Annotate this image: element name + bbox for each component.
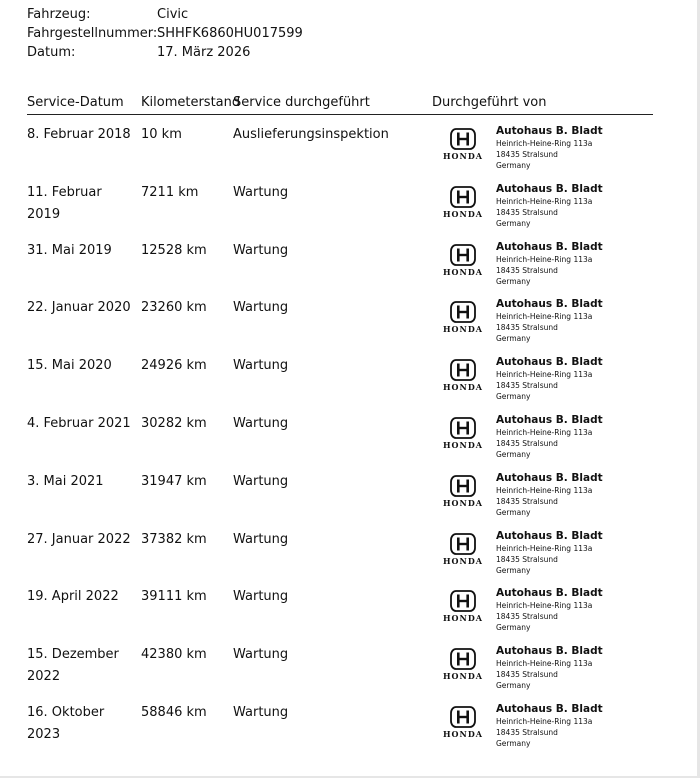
header-mileage: Kilometerstand: [141, 95, 241, 110]
mileage: 7211 km: [141, 185, 199, 200]
dealer-name: Autohaus B. Bladt: [496, 298, 603, 310]
dealer-country: Germany: [496, 161, 531, 170]
dealer-name: Autohaus B. Bladt: [496, 183, 603, 195]
mileage: 39111 km: [141, 589, 207, 604]
dealer-name: Autohaus B. Bladt: [496, 530, 603, 542]
honda-h-icon: [450, 186, 476, 208]
table-row: [27, 644, 653, 702]
service-date: 11. Februar 2019: [27, 185, 102, 222]
service-type: Wartung: [233, 243, 289, 258]
service-date: 19. April 2022: [27, 589, 119, 604]
service-date: 15. Mai 2020: [27, 358, 112, 373]
dealer-city: 18435 Stralsund: [496, 670, 558, 679]
honda-logo: [437, 533, 489, 569]
vin-row: [27, 24, 303, 43]
dealer-name: Autohaus B. Bladt: [496, 472, 603, 484]
mileage: 58846 km: [141, 705, 207, 720]
honda-logo: [437, 244, 489, 280]
table-row: [27, 529, 653, 587]
honda-h-icon: [450, 706, 476, 728]
date-row: [27, 43, 303, 62]
honda-wordmark: HONDA: [443, 267, 483, 277]
dealer-name: Autohaus B. Bladt: [496, 241, 603, 253]
table-row: [27, 471, 653, 529]
mileage: 10 km: [141, 127, 182, 142]
dealer-address: [496, 529, 603, 576]
dealer-street: Heinrich-Heine-Ring 113a: [496, 601, 593, 610]
honda-logo: [437, 301, 489, 337]
dealer-street: Heinrich-Heine-Ring 113a: [496, 486, 593, 495]
dealer-street: Heinrich-Heine-Ring 113a: [496, 428, 593, 437]
service-type: Wartung: [233, 300, 289, 315]
table-row: [27, 124, 653, 182]
table-row: [27, 297, 653, 355]
honda-logo: [437, 128, 489, 164]
dealer-country: Germany: [496, 450, 531, 459]
service-date: 31. Mai 2019: [27, 243, 112, 258]
honda-logo: [437, 417, 489, 453]
vin-label: Fahrgestellnummer:: [27, 26, 158, 41]
honda-wordmark: HONDA: [443, 382, 483, 392]
dealer-city: 18435 Stralsund: [496, 728, 558, 737]
service-date: 3. Mai 2021: [27, 474, 104, 489]
table-row: [27, 355, 653, 413]
honda-h-icon: [450, 648, 476, 670]
dealer-city: 18435 Stralsund: [496, 323, 558, 332]
vehicle-model-label: Fahrzeug:: [27, 7, 91, 22]
dealer-country: Germany: [496, 681, 531, 690]
honda-logo: [437, 706, 489, 742]
honda-h-icon: [450, 590, 476, 612]
table-row: [27, 240, 653, 298]
honda-wordmark: HONDA: [443, 729, 483, 739]
vehicle-model-value: Civic: [157, 7, 189, 22]
service-type: Wartung: [233, 416, 289, 431]
honda-logo: [437, 475, 489, 511]
mileage: 12528 km: [141, 243, 207, 258]
dealer-street: Heinrich-Heine-Ring 113a: [496, 197, 593, 206]
honda-logo: [437, 648, 489, 684]
dealer-city: 18435 Stralsund: [496, 150, 558, 159]
mileage: 31947 km: [141, 474, 207, 489]
dealer-city: 18435 Stralsund: [496, 439, 558, 448]
dealer-street: Heinrich-Heine-Ring 113a: [496, 544, 593, 553]
service-date: 4. Februar 2021: [27, 416, 131, 431]
dealer-street: Heinrich-Heine-Ring 113a: [496, 370, 593, 379]
dealer-city: 18435 Stralsund: [496, 381, 558, 390]
dealer-name: Autohaus B. Bladt: [496, 414, 603, 426]
dealer-address: [496, 471, 603, 518]
dealer-name: Autohaus B. Bladt: [496, 356, 603, 368]
dealer-street: Heinrich-Heine-Ring 113a: [496, 255, 593, 264]
dealer-country: Germany: [496, 277, 531, 286]
dealer-name: Autohaus B. Bladt: [496, 645, 603, 657]
table-row: [27, 182, 653, 240]
dealer-address: [496, 124, 603, 171]
honda-wordmark: HONDA: [443, 209, 483, 219]
honda-h-icon: [450, 128, 476, 150]
service-date: 15. Dezember 2022: [27, 647, 119, 684]
honda-h-icon: [450, 301, 476, 323]
date-label: Datum:: [27, 45, 76, 60]
honda-wordmark: HONDA: [443, 440, 483, 450]
honda-h-icon: [450, 533, 476, 555]
dealer-street: Heinrich-Heine-Ring 113a: [496, 312, 593, 321]
dealer-address: [496, 586, 603, 633]
honda-wordmark: HONDA: [443, 613, 483, 623]
dealer-address: [496, 355, 603, 402]
table-header: [27, 95, 653, 115]
dealer-city: 18435 Stralsund: [496, 612, 558, 621]
honda-h-icon: [450, 359, 476, 381]
honda-wordmark: HONDA: [443, 671, 483, 681]
service-type: Wartung: [233, 474, 289, 489]
service-type: Wartung: [233, 185, 289, 200]
service-type: Wartung: [233, 647, 289, 662]
dealer-address: [496, 702, 603, 749]
dealer-address: [496, 240, 603, 287]
service-date: 27. Januar 2022: [27, 532, 131, 547]
honda-logo: [437, 359, 489, 395]
service-type: Wartung: [233, 358, 289, 373]
header-service-date: Service-Datum: [27, 95, 124, 110]
header-performed-by: Durchgeführt von: [432, 95, 547, 110]
dealer-city: 18435 Stralsund: [496, 497, 558, 506]
honda-h-icon: [450, 475, 476, 497]
mileage: 42380 km: [141, 647, 207, 662]
dealer-name: Autohaus B. Bladt: [496, 587, 603, 599]
date-value: 17. März 2026: [157, 45, 251, 60]
dealer-street: Heinrich-Heine-Ring 113a: [496, 659, 593, 668]
mileage: 23260 km: [141, 300, 207, 315]
vehicle-model-row: [27, 5, 303, 24]
service-type: Auslieferungsinspektion: [233, 127, 389, 142]
dealer-country: Germany: [496, 334, 531, 343]
service-type: Wartung: [233, 705, 289, 720]
dealer-address: [496, 413, 603, 460]
dealer-country: Germany: [496, 566, 531, 575]
vehicle-info: [27, 5, 303, 62]
dealer-city: 18435 Stralsund: [496, 555, 558, 564]
mileage: 30282 km: [141, 416, 207, 431]
mileage: 24926 km: [141, 358, 207, 373]
mileage: 37382 km: [141, 532, 207, 547]
honda-logo: [437, 590, 489, 626]
dealer-country: Germany: [496, 508, 531, 517]
dealer-address: [496, 644, 603, 691]
service-date: 16. Oktober 2023: [27, 705, 105, 742]
honda-h-icon: [450, 417, 476, 439]
honda-wordmark: HONDA: [443, 498, 483, 508]
dealer-country: Germany: [496, 392, 531, 401]
dealer-country: Germany: [496, 219, 531, 228]
dealer-name: Autohaus B. Bladt: [496, 703, 603, 715]
dealer-country: Germany: [496, 739, 531, 748]
dealer-address: [496, 182, 603, 229]
honda-wordmark: HONDA: [443, 151, 483, 161]
header-service-performed: Service durchgeführt: [233, 95, 370, 110]
dealer-name: Autohaus B. Bladt: [496, 125, 603, 137]
honda-wordmark: HONDA: [443, 324, 483, 334]
dealer-city: 18435 Stralsund: [496, 208, 558, 217]
table-row: [27, 586, 653, 644]
dealer-city: 18435 Stralsund: [496, 266, 558, 275]
service-type: Wartung: [233, 589, 289, 604]
honda-wordmark: HONDA: [443, 556, 483, 566]
dealer-street: Heinrich-Heine-Ring 113a: [496, 139, 593, 148]
vin-value: SHHFK6860HU017599: [157, 26, 303, 41]
service-date: 8. Februar 2018: [27, 127, 131, 142]
service-date: 22. Januar 2020: [27, 300, 131, 315]
dealer-country: Germany: [496, 623, 531, 632]
dealer-address: [496, 297, 603, 344]
honda-h-icon: [450, 244, 476, 266]
dealer-street: Heinrich-Heine-Ring 113a: [496, 717, 593, 726]
table-row: [27, 413, 653, 471]
table-row: [27, 702, 653, 760]
service-type: Wartung: [233, 532, 289, 547]
honda-logo: [437, 186, 489, 222]
